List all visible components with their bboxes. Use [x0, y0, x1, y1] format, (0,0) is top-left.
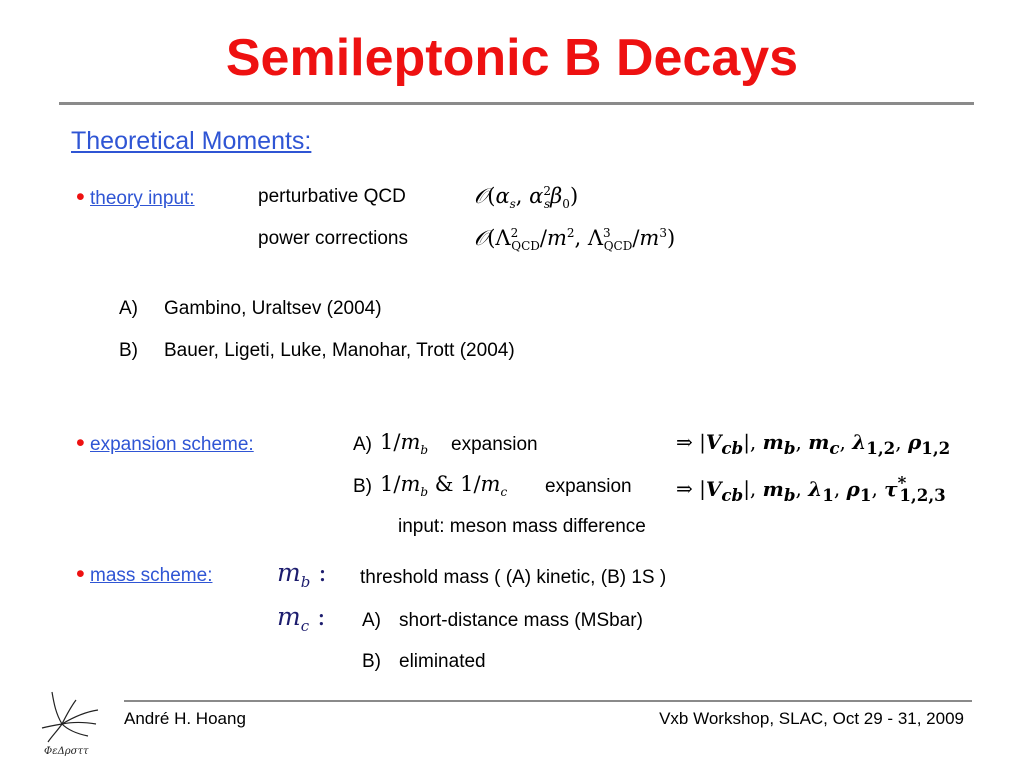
ref-a-marker: A)	[119, 298, 138, 319]
expansion-a-word: expansion	[451, 434, 538, 455]
mass-scheme-label[interactable]: mass scheme:	[90, 565, 213, 586]
expansion-a-marker: A)	[353, 434, 372, 455]
mb-symbol: $m_b$ :	[277, 558, 327, 591]
bullet-icon: •	[76, 560, 85, 588]
bullet-icon: •	[76, 183, 85, 211]
mc-b-marker: B)	[362, 651, 381, 672]
expansion-b-marker: B)	[353, 476, 372, 497]
footer-event: Vxb Workshop, SLAC, Oct 29 - 31, 2009	[659, 709, 964, 728]
power-corrections-text: power corrections	[258, 228, 408, 249]
title-divider	[59, 102, 974, 105]
theory-input-label[interactable]: theory input:	[90, 188, 195, 209]
footer-author: André H. Hoang	[124, 709, 246, 728]
expansion-a-formula: $1/m_b$	[380, 430, 429, 458]
threshold-mass-text: threshold mass ( (A) kinetic, (B) 1S )	[360, 567, 667, 588]
mc-a-text: short-distance mass (MSbar)	[399, 610, 643, 631]
ref-b-text: Bauer, Ligeti, Luke, Manohar, Trott (2004)	[164, 340, 515, 361]
meson-mass-note: input: meson mass difference	[398, 516, 646, 537]
perturbative-formula: $𝒪(\alpha_s$, $\alpha^2_s\beta_0$)	[474, 184, 579, 212]
ref-b-marker: B)	[119, 340, 138, 361]
expansion-b-result: ⇒ $|V_{cb}|$, $m_b$, $\lambda_1$, $\rho_1$, $\tau^*_{1,2,3}$	[676, 472, 946, 505]
institute-logo	[22, 688, 102, 760]
bullet-icon: •	[76, 429, 85, 457]
expansion-a-result: ⇒ $|V_{cb}|$, $m_b$, $m_c$, $\lambda_{1,2}$, $\rho_{1,2}$	[676, 430, 951, 458]
slide-title: Semileptonic B Decays	[225, 29, 799, 87]
particle-tracks-icon	[22, 688, 102, 760]
perturbative-qcd-text: perturbative QCD	[258, 186, 406, 207]
mc-a-marker: A)	[362, 610, 381, 631]
logo-text: ΦεΔρσττ	[44, 746, 89, 757]
section-heading: Theoretical Moments:	[71, 127, 312, 155]
mc-symbol: $m_c$ :	[277, 602, 326, 635]
ref-a-text: Gambino, Uraltsev (2004)	[164, 298, 382, 319]
expansion-b-word: expansion	[545, 476, 632, 497]
expansion-scheme-label[interactable]: expansion scheme:	[90, 434, 254, 455]
expansion-b-formula: $1/m_b$ & $1/m_c$	[380, 472, 508, 500]
power-corrections-formula: $𝒪(\Lambda^2_{QCD}/m^2$, $\Lambda^3_{QCD}/m^3$)	[474, 226, 676, 254]
footer-divider	[124, 700, 972, 702]
mc-b-text: eliminated	[399, 651, 486, 672]
